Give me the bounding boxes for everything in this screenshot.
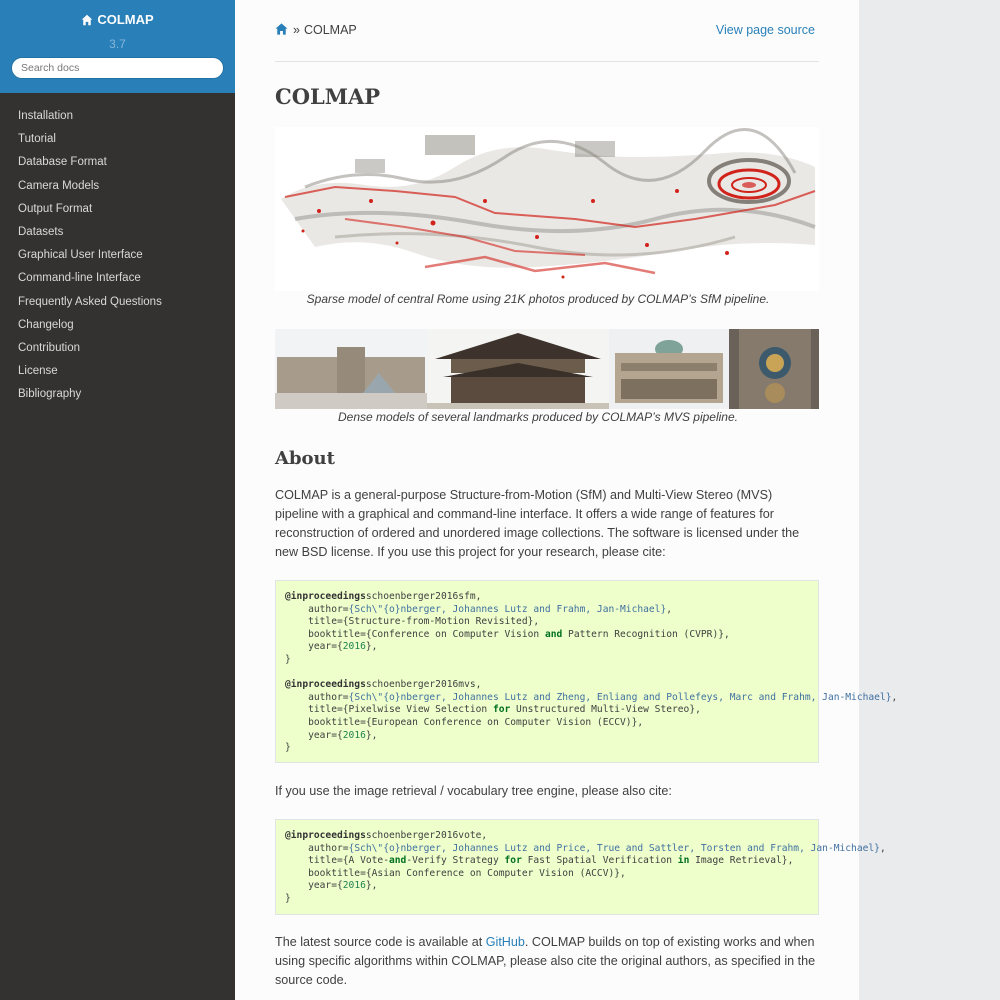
sparse-model-caption: Sparse model of central Rome using 21K photos produced by COLMAP’s SfM pipeline.: [306, 292, 770, 306]
sparse-model-image: [275, 127, 819, 291]
sidebar-item-datasets[interactable]: Datasets: [18, 225, 64, 238]
sidebar-item-license[interactable]: License: [18, 365, 58, 378]
sidebar-item-tutorial[interactable]: Tutorial: [18, 133, 56, 146]
sidebar-item-output-format[interactable]: Output Format: [18, 202, 93, 215]
github-link[interactable]: GitHub: [485, 935, 525, 949]
retrieval-citation-code-block: @inproceedingsschoenberger2016vote, author={Sch\"{o}nberger, Johannes Lutz and Price, True and Sattler, Torsten and Frahm, Jan-Michael}, title={A Vote-and-Verify Strategy for Fast Spatial Verification in Image Retrieval}, booktitle={Asian Conference on Computer Vision (ACCV)}, year={2016}, }: [275, 819, 819, 915]
main-content: [235, 0, 898, 1000]
header-divider: [275, 61, 819, 62]
sidebar-item-bibliography[interactable]: Bibliography: [18, 388, 82, 401]
home-icon: [81, 14, 93, 26]
breadcrumb-current: COLMAP: [303, 23, 357, 37]
sidebar-item-gui[interactable]: Graphical User Interface: [18, 249, 143, 262]
home-icon[interactable]: [275, 23, 288, 35]
dense-models-caption: Dense models of several landmarks produced by COLMAP’s MVS pipeline.: [338, 410, 738, 424]
todaiji-temple: [427, 329, 609, 409]
sidebar: [0, 0, 235, 1000]
sidebar-item-contribution[interactable]: Contribution: [18, 341, 81, 354]
page-title: COLMAP: [275, 84, 381, 109]
version-label: 3.7: [109, 36, 126, 51]
sidebar-item-faq[interactable]: Frequently Asked Questions: [18, 295, 162, 308]
dense-models-image: [275, 329, 819, 409]
opera-garnier: [609, 329, 729, 409]
prague-clock: [729, 329, 819, 409]
view-source-link[interactable]: View page source: [715, 23, 815, 37]
sidebar-item-installation[interactable]: Installation: [18, 110, 73, 122]
retrieval-paragraph: If you use the image retrieval / vocabulary tree engine, please also cite:: [275, 784, 672, 798]
brand-link[interactable]: [81, 12, 153, 27]
sidebar-item-changelog[interactable]: Changelog: [18, 318, 74, 331]
about-paragraph: COLMAP is a general-purpose Structure-from-Motion (SfM) and Multi-View Stereo (MVS) pipeline with a graphical and command-line interface. It offers a wide range of features for reconstruction of ordered and unordered image collections. The software is licensed under the new BSD license. If you use this project for your research, please cite:: [275, 488, 800, 559]
citation-code-block: @inproceedingsschoenberger2016sfm, author={Sch\"{o}nberger, Johannes Lutz and Frahm, Jan-Michael}, title={Structure-from-Motion Revisited}, booktitle={Conference on Computer Vision and Pattern Recognition (CVPR)}, year={2016}, } @inproceedingsschoenberger2016mvs, author={Sch\"{o}nberger, Johannes Lutz and Zheng, Enliang and Pollefeys, Marc and Frahm, Jan-Michael}, title={Pixelwise View Selection for Unstructured Multi-View Stereo}, booktitle={European Conference on Computer Vision (ECCV)}, year={2016}, }: [275, 580, 819, 763]
breadcrumb-separator: »: [293, 23, 300, 37]
sidebar-header: [0, 0, 235, 93]
search-input[interactable]: [11, 57, 224, 79]
louvre: [275, 329, 427, 409]
sidebar-item-cli[interactable]: Command-line Interface: [18, 272, 141, 285]
source-code-paragraph: The latest source code is available at GitHub. COLMAP builds on top of existing works and when using specific algorithms within COLMAP, please also cite the original authors, as specified in the source code.: [275, 935, 816, 987]
about-heading: About: [275, 448, 335, 469]
breadcrumb: [275, 23, 819, 41]
brand-name: COLMAP: [97, 12, 154, 27]
sidebar-item-camera-models[interactable]: Camera Models: [18, 179, 100, 192]
sidebar-nav: [0, 93, 235, 406]
sidebar-item-database-format[interactable]: Database Format: [18, 156, 107, 169]
